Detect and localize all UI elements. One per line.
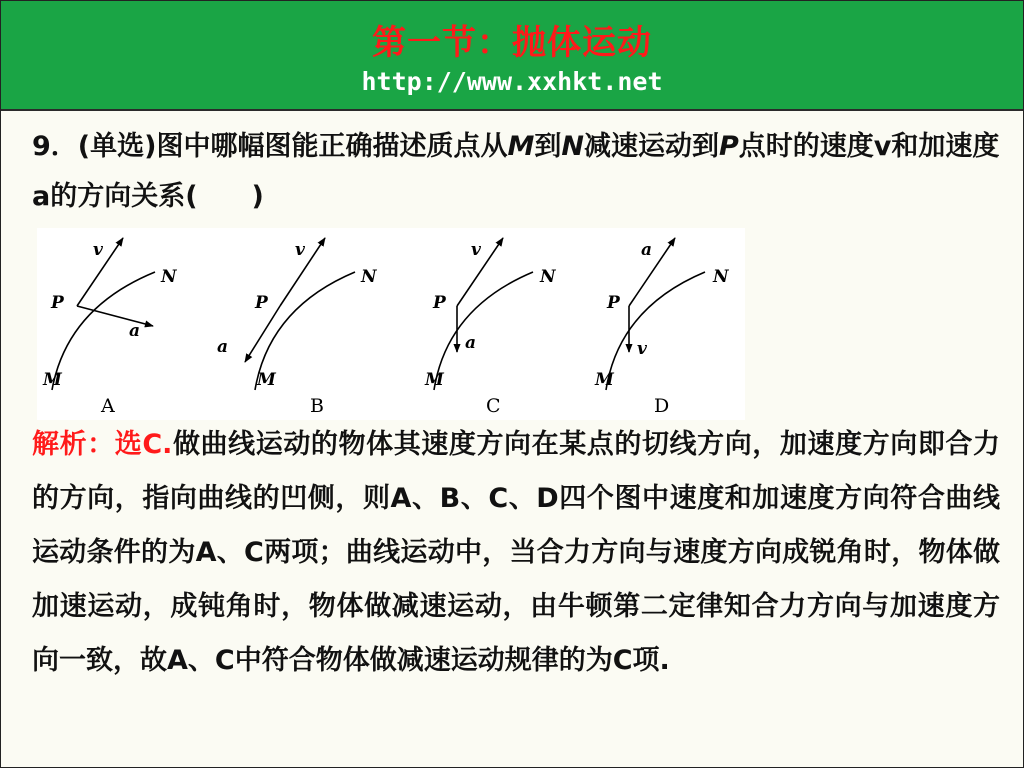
- label-a: a: [217, 337, 229, 357]
- figure-c: [424, 238, 557, 417]
- point-m: M: [507, 131, 535, 162]
- label-p: P: [433, 293, 446, 313]
- answer-text: [32, 418, 1000, 688]
- label-n: N: [361, 267, 377, 287]
- label-m: M: [43, 370, 62, 390]
- label-a: a: [465, 333, 477, 353]
- label-m: M: [595, 370, 614, 390]
- diagram-svg: [37, 228, 745, 420]
- point-p: P: [718, 131, 739, 162]
- label-n: N: [713, 267, 729, 287]
- caption-d: D: [654, 395, 670, 417]
- trajectory-curve: [434, 272, 533, 390]
- question-part-3: 减速运动到: [583, 131, 719, 162]
- label-v: v: [93, 240, 103, 260]
- question-part-2: 到: [534, 131, 562, 162]
- label-n: N: [540, 267, 556, 287]
- question-number: 9．: [32, 131, 78, 162]
- label-p: P: [607, 293, 620, 313]
- figure-b: [217, 238, 378, 417]
- question-text: [32, 122, 1000, 222]
- acceleration-arrow: [245, 306, 280, 362]
- trajectory-curve: [606, 272, 705, 390]
- slide-header: [1, 1, 1023, 111]
- question-part-1: (单选)图中哪幅图能正确描述质点从: [77, 131, 508, 162]
- diagram-panel: [37, 228, 745, 420]
- point-n: N: [561, 131, 584, 162]
- caption-c: C: [486, 395, 501, 417]
- figure-d: [594, 238, 730, 417]
- label-a: a: [641, 240, 653, 260]
- answer-explanation: 做曲线运动的物体其速度方向在某点的切线方向，加速度方向即合力的方向，指向曲线的凹侧，则A、B、C、D四个图中速度和加速度方向符合曲线运动条件的为A、C两项；曲线运动中，当合力方向与速度方向成锐角时，物体做加速运动，成钝角时，物体做减速运动，由牛顿第二定律知合力方向与加速度方向一致，故A、C中符合物体做减速运动规律的为C项.: [32, 429, 1000, 676]
- caption-a: A: [101, 395, 115, 417]
- site-url: http://www.xxhkt.net: [361, 67, 663, 96]
- label-v: v: [295, 240, 305, 260]
- caption-b: B: [310, 395, 324, 417]
- answer-label: 解析：选C.: [32, 429, 173, 460]
- question-part-4: 点时的速度v和加速度a的方向关系( ): [32, 131, 1000, 212]
- label-p: P: [51, 293, 64, 313]
- slide-title: 第一节：抛体运动: [372, 23, 652, 63]
- label-m: M: [425, 370, 444, 390]
- label-a: a: [129, 321, 141, 341]
- figure-a: [42, 238, 178, 417]
- label-v: v: [471, 240, 481, 260]
- label-v: v: [637, 339, 647, 359]
- label-p: P: [255, 293, 268, 313]
- label-m: M: [257, 370, 276, 390]
- label-n: N: [161, 267, 177, 287]
